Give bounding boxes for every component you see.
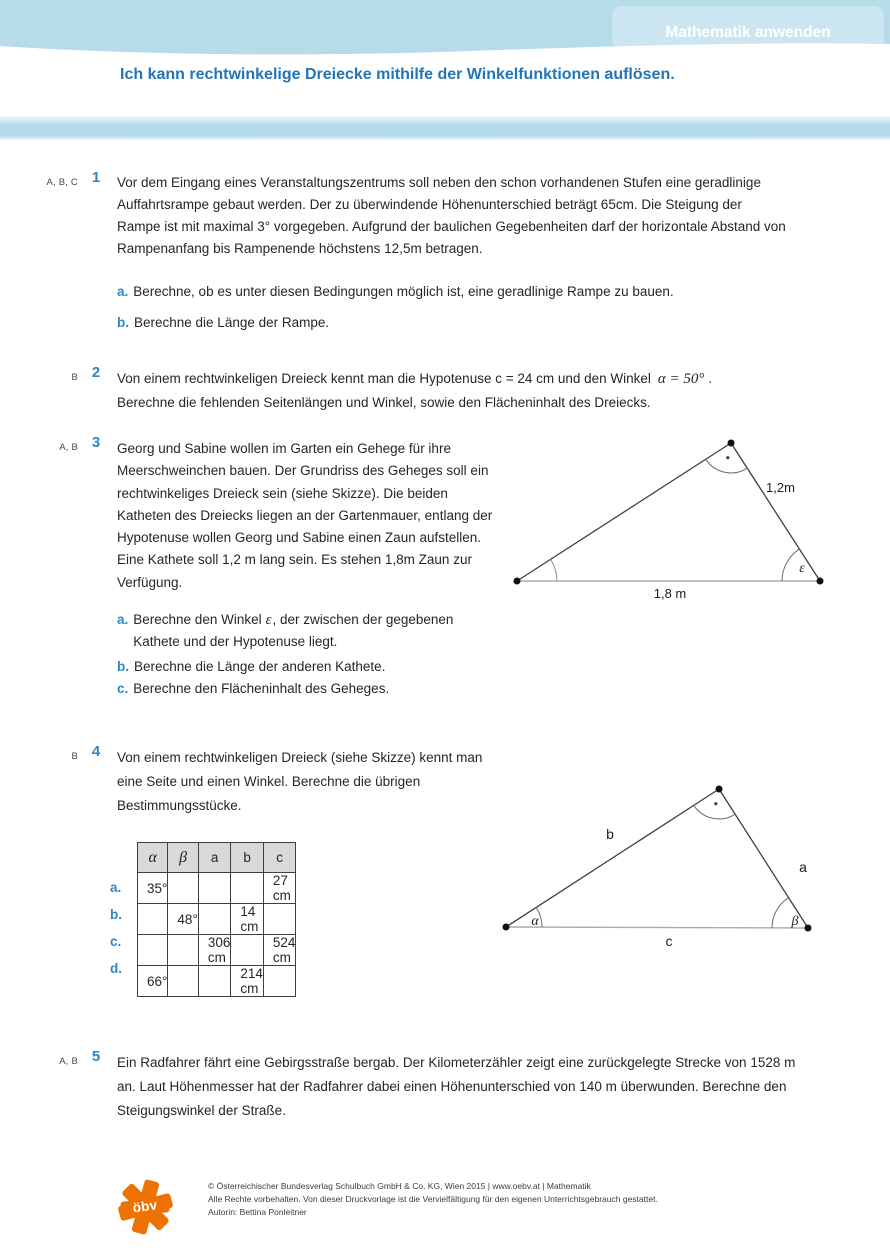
footer-copyright: © Österreichischer Bundesverlag Schulbuch GmbH & Co. KG, Wien 2015 | www.oebv.at | Mathematik bbox=[208, 1181, 591, 1191]
footer-author: Autorin: Bettina Ponleitner bbox=[208, 1207, 307, 1217]
vertex-dot bbox=[817, 578, 824, 585]
cell bbox=[198, 904, 231, 935]
exercise-3-item-c bbox=[117, 678, 497, 700]
cell bbox=[138, 904, 168, 935]
table-header-row bbox=[138, 843, 296, 873]
brand-title: Mathematik anwenden bbox=[665, 24, 831, 41]
text-segment: , der zwischen der gegebenen Kathete und der Hypotenuse liegt. bbox=[133, 612, 454, 649]
item-text: Berechne die Länge der anderen Kathete. bbox=[134, 659, 386, 674]
vertex-dot bbox=[716, 786, 723, 793]
col-header-alpha: α bbox=[138, 843, 168, 873]
side-label-b: b bbox=[606, 826, 614, 842]
table-row bbox=[138, 873, 296, 904]
col-header-a: a bbox=[198, 843, 231, 873]
table-row bbox=[138, 904, 296, 935]
exercise-3-item-b bbox=[117, 656, 497, 678]
left-angle-arc bbox=[551, 559, 557, 581]
header-band bbox=[0, 0, 890, 58]
side-label-a: a bbox=[799, 859, 807, 875]
table-row-label: b. bbox=[110, 907, 122, 922]
vertex-dot bbox=[805, 925, 812, 932]
table-row-label: d. bbox=[110, 961, 122, 976]
math-epsilon: ε bbox=[265, 612, 272, 628]
vertex-dot bbox=[728, 440, 735, 447]
cell: 48° bbox=[168, 904, 198, 935]
text-segment: Von einem rechtwinkeligen Dreieck kennt man die Hypotenuse c = 24 cm und den Winkel bbox=[117, 371, 651, 386]
math-alpha-50: α = 50° bbox=[657, 371, 705, 387]
cell: 35° bbox=[138, 873, 168, 904]
competence-label-3: A, B bbox=[59, 442, 78, 453]
table-row bbox=[138, 935, 296, 966]
text-segment: Berechne den Winkel bbox=[133, 612, 262, 627]
item-text: Berechne den Flächeninhalt des Geheges. bbox=[133, 681, 390, 696]
exercise-1-item-b bbox=[117, 312, 797, 334]
exercise-3-text: Georg und Sabine wollen im Garten ein Gehege für ihre Meerschweinchen bauen. Der Grundriss des Geheges soll ein rechtwinkeliges Dreieck sein (siehe Skizze). Die beiden Katheten des Dreiecks liegen an der Gartenmauer, entlang der Hypotenuse wollen Georg und Sabine einen Zaun aufstellen. Eine Kathete soll 1,2 m lang sein. Es stehen 1,8m Zaun zur Verfügung. bbox=[117, 441, 493, 590]
item-label: a. bbox=[117, 612, 129, 627]
triangle-diagram-labeled bbox=[490, 765, 870, 955]
exercise-number-5: 5 bbox=[91, 1048, 101, 1065]
col-header-c: c bbox=[263, 843, 296, 873]
exercise-number-1: 1 bbox=[91, 169, 101, 186]
side-label-c: c bbox=[665, 933, 673, 949]
col-header-b: b bbox=[231, 843, 264, 873]
page-title: Ich kann rechtwinkelige Dreiecke mithilfe der Winkelfunktionen auflösen. bbox=[120, 66, 675, 83]
cell: 214 cm bbox=[231, 966, 264, 997]
angle-label-beta: β bbox=[791, 914, 799, 929]
cell: 14 cm bbox=[231, 904, 264, 935]
item-label: a. bbox=[117, 284, 129, 299]
vertex-dot bbox=[503, 924, 510, 931]
exercise-3-item-a bbox=[117, 609, 497, 653]
oebv-logo bbox=[116, 1178, 174, 1236]
side-label-bottom: 1,8 m bbox=[653, 586, 687, 601]
table-row-label: a. bbox=[110, 880, 122, 895]
item-text: Berechne, ob es unter diesen Bedingungen möglich ist, eine geradlinige Rampe zu bauen. bbox=[133, 284, 674, 299]
exercise-4-text: Von einem rechtwinkeligen Dreieck (siehe Skizze) kennt man eine Seite und einen Winkel. Berechne die übrigen Bestimmungsstücke. bbox=[117, 750, 483, 813]
cell: 524 cm bbox=[263, 935, 296, 966]
exercise-5-text: Ein Radfahrer fährt eine Gebirgsstraße bergab. Der Kilometerzähler zeigt eine zurückgelegte Strecke von 1528 m an. Laut Höhenmesser hat der Radfahrer dabei einen Höhenunterschied von 140 m überwunden. Berechne den Steigungswinkel der Straße. bbox=[117, 1055, 796, 1118]
item-text: Berechne die Länge der Rampe. bbox=[134, 315, 330, 330]
competence-label-2: B bbox=[71, 372, 78, 383]
triangle-side-b bbox=[506, 789, 719, 927]
triangle-hypotenuse bbox=[517, 443, 731, 581]
angle-label-alpha: α bbox=[531, 914, 539, 929]
exercise-number-2: 2 bbox=[91, 364, 101, 381]
cell bbox=[231, 873, 264, 904]
right-angle-dot bbox=[714, 802, 717, 805]
competence-label-1: A, B, C bbox=[46, 177, 78, 188]
right-angle-dot bbox=[726, 456, 729, 459]
cell: 306 cm bbox=[198, 935, 231, 966]
triangle-side-c bbox=[506, 927, 808, 928]
text-segment: . bbox=[708, 371, 713, 386]
exercise-2-text bbox=[117, 367, 837, 415]
triangle-cathetus bbox=[731, 443, 820, 581]
competence-label-5: A, B bbox=[59, 1056, 78, 1067]
table-row bbox=[138, 966, 296, 997]
footer-rights: Alle Rechte vorbehalten. Von dieser Druckvorlage ist die Vervielfältigung für den eigenen Unterrichtsgebrauch gestattet. bbox=[208, 1194, 658, 1204]
divider-band bbox=[0, 116, 890, 140]
triangle-side-a bbox=[719, 789, 808, 928]
cell bbox=[231, 935, 264, 966]
col-header-beta: β bbox=[168, 843, 198, 873]
side-label-right: 1,2m bbox=[766, 480, 795, 495]
cell: 27 cm bbox=[263, 873, 296, 904]
cell bbox=[263, 904, 296, 935]
cell bbox=[168, 966, 198, 997]
cell bbox=[168, 935, 198, 966]
cell bbox=[198, 966, 231, 997]
right-angle-arc bbox=[694, 805, 735, 819]
exercise-1-item-a bbox=[117, 281, 797, 303]
item-label: b. bbox=[117, 315, 129, 330]
vertex-dot bbox=[514, 578, 521, 585]
exercise-number-3: 3 bbox=[91, 434, 101, 451]
item-label: b. bbox=[117, 659, 129, 674]
cell: 66° bbox=[138, 966, 168, 997]
right-angle-arc bbox=[706, 459, 747, 473]
cell bbox=[138, 935, 168, 966]
cell bbox=[263, 966, 296, 997]
angle-label-epsilon: ε bbox=[799, 561, 805, 576]
triangle-values-table bbox=[137, 842, 296, 997]
triangle-diagram-enclosure bbox=[495, 425, 845, 607]
table-row-label: c. bbox=[110, 934, 122, 949]
exercise-1-text: Vor dem Eingang eines Veranstaltungszentrums soll neben den schon vorhandenen Stufen eine geradlinige Auffahrtsrampe gebaut werden. Der zu überwindende Höhenunterschied beträgt 65cm. Die Steigung der Rampe ist mit maximal 3° vorgegeben. Aufgrund der baulichen Gegebenheiten darf der horizontale Abstand von Rampenanfang bis Rampenende höchstens 12,5m betragen. bbox=[117, 175, 786, 256]
beta-angle-arc bbox=[772, 898, 789, 928]
text-segment: Berechne die fehlenden Seitenlängen und Winkel, sowie den Flächeninhalt des Dreiecks. bbox=[117, 395, 651, 410]
exercise-number-4: 4 bbox=[91, 743, 101, 760]
competence-label-4: B bbox=[71, 751, 78, 762]
cell bbox=[168, 873, 198, 904]
logo-text: öbv bbox=[131, 1197, 159, 1216]
cell bbox=[198, 873, 231, 904]
epsilon-angle-arc bbox=[782, 549, 799, 581]
item-label: c. bbox=[117, 681, 129, 696]
item-text bbox=[133, 609, 497, 653]
